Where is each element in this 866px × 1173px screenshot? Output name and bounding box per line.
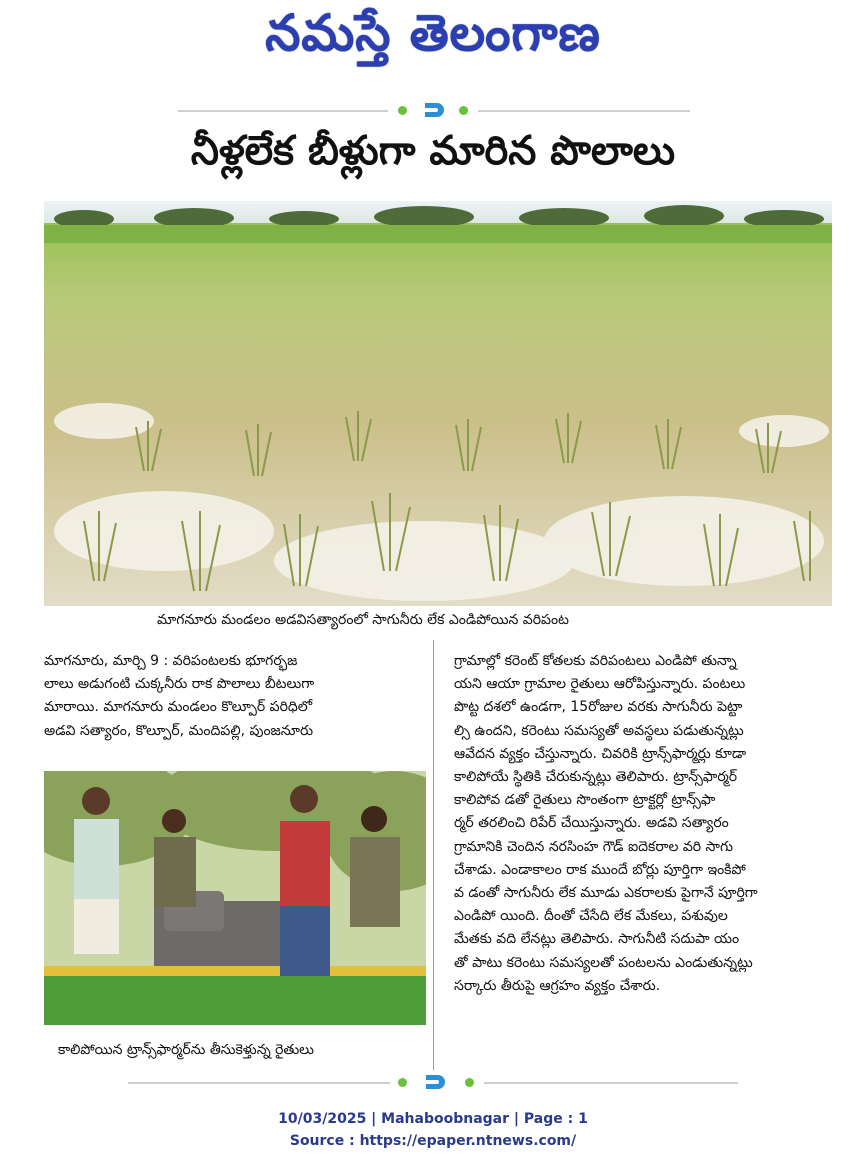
article-line: చేశాడు. ఎండాకాలం రాక ముందే బోర్లు పూర్తిగా ఇంకిపో (454, 861, 746, 878)
column-divider (433, 640, 434, 1070)
article-line: ల్సి ఉందని, కరెంటు సమస్యతో అవస్థలు పడుతున్నట్లు (454, 722, 744, 739)
article-line: ర్మర్ తరలించి రిపేర్ చేయిస్తున్నారు. అడవి సత్యారం (454, 815, 729, 832)
ornament-icon (423, 101, 445, 119)
article-line: వ డంతో సాగునీరు లేక మూడు ఎకరాలకు పైగానే పూర్తిగా (454, 885, 758, 902)
article-line: లాలు అడుగంటి చుక్కనీరు రాక పొలాలు బీటలుగా (44, 676, 315, 693)
article-headline: నీళ్లలేక బీళ్లుగా మారిన పొలాలు (190, 128, 676, 174)
main-photo-dried-paddy-field (44, 201, 832, 606)
article-line: మేతకు వది లేనట్లు తెలిపారు. సాగునీటి సదుపా యం (454, 931, 740, 948)
article-line: యని ఆయా గ్రామాల రైతులు ఆరోపిస్తున్నారు. పంటలు (454, 676, 746, 693)
second-photo-farmers-transformer (44, 771, 426, 1025)
article-line: కాలిపోయే స్థితికి చేరుకున్నట్లు తెలిపారు. ట్రాన్స్‌ఫార్మర్ (454, 769, 738, 786)
main-photo-caption: మాగనూరు మండలం అడవిసత్యారంలో సాగునీరు లేక ఎండిపోయిన వరిపంట (157, 612, 569, 628)
article-line: ఎండిపో యింది. దీంతో చేసేది లేక మేకలు, పశువుల (454, 908, 728, 925)
article-line: అడవి సత్యారం, కొల్పూర్, మందిపల్లి, పుంజనూరు (44, 722, 314, 739)
article-line: కాలిపోవ డతో రైతులు సొంతంగా ట్రాక్టర్లో ట్రాన్స్‌ఫా (454, 792, 716, 809)
article-line: గ్రామానికి చెందిన నరసింహ గౌడ్ ఐదెకరాల వరి సాగు (454, 838, 733, 855)
article-line: పొట్ట దశలో ఉండగా, 15రోజుల వరకు సాగునీరు పెట్టా (454, 699, 743, 716)
source-link[interactable]: Source : https://epaper.ntnews.com/ (289, 1133, 577, 1149)
article-line: తో పాటు కరెంటు సమస్యలతో పంటలను ఎండుతున్నట్లు (454, 954, 753, 971)
newspaper-masthead: నమస్తే తెలంగాణ (265, 4, 601, 62)
article-line: సర్కారు తీరుపై ఆగ్రహం వ్యక్తం చేశారు. (454, 977, 661, 994)
ornament-icon (424, 1073, 446, 1091)
article-line: మాగనూరు, మార్చి 9 : వరిపంటలకు భూగర్భజ (44, 653, 298, 669)
second-photo-caption: కాలిపోయిన ట్రాన్స్‌ఫార్మర్‌ను తీసుకెళ్తున్న రైతులు (58, 1042, 314, 1058)
article-line: ఆవేదన వ్యక్తం చేస్తున్నారు. చివరికి ట్రాన్స్‌ఫార్మర్లు కూడా (454, 745, 747, 762)
edition-info: 10/03/2025 | Mahaboobnagar | Page : 1 (278, 1111, 588, 1127)
article-right-column (454, 650, 836, 998)
article-left-column (44, 650, 424, 743)
article-line: గ్రామాల్లో కరెంట్ కోతలకు వరిపంటలు ఎండిపో తున్నా (454, 653, 737, 669)
article-line: మారాయి. మాగనూరు మండలం కొల్పూర్ పరిధిలో (44, 699, 313, 716)
